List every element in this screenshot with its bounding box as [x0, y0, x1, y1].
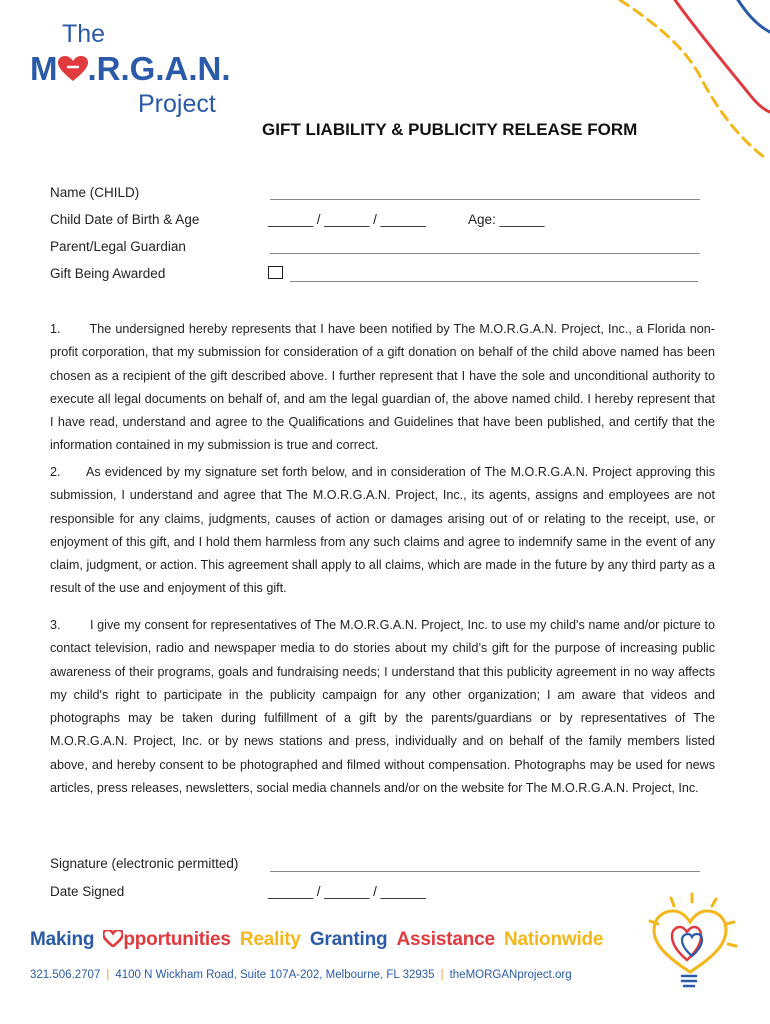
gift-field[interactable]: [290, 281, 698, 282]
signature-field[interactable]: [270, 871, 700, 872]
logo-project-text: Project: [138, 90, 216, 118]
guardian-field[interactable]: [270, 253, 700, 254]
tagline-assistance: Assistance: [396, 929, 495, 950]
footer-phone[interactable]: 321.506.2707: [30, 969, 101, 981]
age-field[interactable]: Age: ______: [468, 212, 545, 227]
page-title: GIFT LIABILITY & PUBLICITY RELEASE FORM: [262, 120, 638, 139]
logo-rgan-text: .R.G.A.N.: [87, 50, 231, 87]
dob-label: Child Date of Birth & Age: [50, 212, 200, 227]
gift-checkbox[interactable]: [268, 266, 283, 279]
paragraph-2: 2. As evidenced by my signature set forth below, and in consideration of The M.O.R.G.A.N. Project approving this submission, I understand and agree that The M.O.R.G.A.N. Project, Inc., its agents, assigns and employees are not responsible for any claims, judgments, causes of action or damages arising out of or relating to the receipt, use, or enjoyment of this gift, and I hold them harmless from any such claims and agree to indemnify same in the event of any claim, judgment, or action. This agreement shall apply to all claims, which are made in the future by any third party as a result of the use and enjoyment of this gift.: [50, 465, 715, 596]
paragraph-3: 3. I give my consent for representatives of The M.O.R.G.A.N. Project, Inc. to use my child's name and/or picture to contact television, radio and newspaper media to do stories about my child’s gift for the purpose of increasing public awareness of their programs, goals and fundraising needs; I understand that this publicity agreement in no way affects my child's right to participate in the publicity campaign for any other organization; I am aware that videos and photographs may be taken during fulfillment of a gift by the parents/guardians or by representatives of The M.O.R.G.A.N. Project, Inc. or by news stations and press, individually and on behalf of the family members listed above, and hereby consent to be photographed and filmed without compensation. Photographs may be used for news articles, press releases, newsletters, social media channels and/or on the website for The M.O.R.G.A.N. Project, Inc.: [50, 618, 715, 796]
tagline-opportunities-rest: pportunities: [123, 929, 231, 950]
footer-tagline: [30, 929, 603, 951]
signature-label: Signature (electronic permitted): [50, 856, 239, 871]
corner-swoosh-decoration: [590, 0, 770, 165]
footer-contact: 321.506.2707 | 4100 N Wickham Road, Suite 107A-202, Melbourne, FL 32935 | theMORGANproject.org: [30, 969, 572, 981]
footer-website[interactable]: theMORGANproject.org: [449, 969, 572, 981]
logo-m-letter: M: [30, 50, 58, 87]
date-signed-label: Date Signed: [50, 884, 125, 899]
dob-field[interactable]: ______ / ______ / ______: [268, 212, 426, 227]
tagline-making: Making: [30, 929, 95, 950]
name-child-field[interactable]: [270, 199, 700, 200]
date-signed-field[interactable]: ______ / ______ / ______: [268, 884, 426, 899]
tagline-granting: Granting: [309, 929, 388, 950]
morgan-project-logo: [28, 18, 258, 128]
gift-label: Gift Being Awarded: [50, 266, 166, 281]
heart-lightbulb-icon: [640, 892, 740, 992]
tagline-nationwide: Nationwide: [503, 929, 604, 950]
tagline-opportunities: [103, 929, 230, 950]
tagline-reality: Reality: [239, 929, 301, 950]
paragraph-1: 1. The undersigned hereby represents that I have been notified by The M.O.R.G.A.N. Project, Inc., a Florida non-profit corporation, that my submission for consideration of a gift donation on behalf of the child above named has been chosen as a recipient of the gift described above. I further represent that I have the sole and unconditional authority to execute all legal documents on behalf of, and am the legal guardian of, the above named child. I hereby represent that I have read, understand and agree to the Qualifications and Guidelines that have been published, and certify that the information contained in my submission is true and correct.: [50, 322, 715, 453]
heart-icon: [58, 52, 88, 90]
guardian-label: Parent/Legal Guardian: [50, 239, 186, 254]
heart-o-icon: [103, 930, 123, 947]
logo-morgan-text: [30, 50, 231, 90]
footer-address: 4100 N Wickham Road, Suite 107A-202, Melbourne, FL 32935: [115, 969, 435, 981]
logo-the-text: The: [62, 20, 106, 48]
name-child-label: Name (CHILD): [50, 185, 140, 200]
